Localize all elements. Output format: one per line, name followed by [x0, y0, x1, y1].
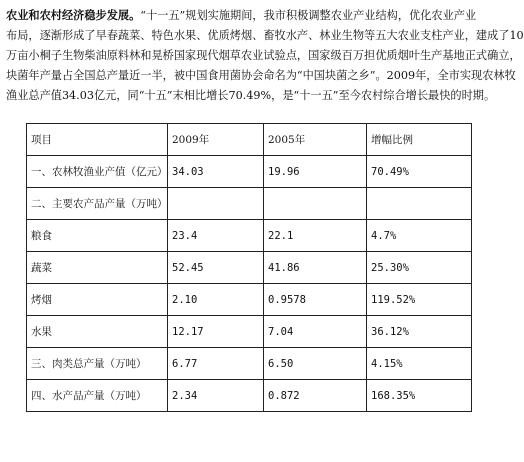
- row-label: 粮食: [27, 220, 168, 252]
- row-label: 蔬菜: [27, 252, 168, 284]
- cell-growth: 168.35%: [367, 380, 472, 412]
- cell-2005: 6.50: [264, 348, 367, 380]
- table-row: [27, 380, 472, 412]
- statistics-table: [26, 123, 472, 412]
- cell-2005: 0.872: [264, 380, 367, 412]
- cell-growth: 70.49%: [367, 156, 472, 188]
- cell-2009: 34.03: [168, 156, 264, 188]
- header-cell-growth: 增幅比例: [367, 124, 472, 156]
- cell-2005: 19.96: [264, 156, 367, 188]
- cell-growth: 25.30%: [367, 252, 472, 284]
- paragraph-line-3: 万亩小桐子生物柴油原料林和晃桥国家现代烟草农业试验点，国家级百万担优质烟叶生产基地正式确立，: [6, 49, 521, 62]
- cell-2009: 52.45: [168, 252, 264, 284]
- cell-2009: 23.4: [168, 220, 264, 252]
- paragraph-line-1: [6, 5, 477, 26]
- table-row: [27, 348, 472, 380]
- cell-growth: 36.12%: [367, 316, 472, 348]
- table-header-row: [27, 124, 472, 156]
- cell-growth: 4.15%: [367, 348, 472, 380]
- paragraph-line-5: 渔业总产值34.03亿元，同“十五”末相比增长70.49%，是“十一五”至今农村综合增长最快的时期。: [6, 89, 496, 102]
- cell-growth: [367, 188, 472, 220]
- header-cell-2005: 2005年: [264, 124, 367, 156]
- header-cell-item: 项目: [27, 124, 168, 156]
- cell-2005: 41.86: [264, 252, 367, 284]
- cell-2009: [168, 188, 264, 220]
- cell-2005: 7.04: [264, 316, 367, 348]
- cell-2009: 2.10: [168, 284, 264, 316]
- table-row: [27, 252, 472, 284]
- paragraph-line-1-text: “十一五”规划实施期间，我市积极调整农业产业结构，优化农业产业: [140, 9, 477, 22]
- header-cell-2009: 2009年: [168, 124, 264, 156]
- table-row: [27, 156, 472, 188]
- cell-2009: 12.17: [168, 316, 264, 348]
- cell-2005: 0.9578: [264, 284, 367, 316]
- row-label: 一、农林牧渔业产值（亿元）: [27, 156, 168, 188]
- cell-2005: 22.1: [264, 220, 367, 252]
- cell-growth: 4.7%: [367, 220, 472, 252]
- table-row: [27, 188, 472, 220]
- table-row: [27, 316, 472, 348]
- row-label: 四、水产品产量（万吨）: [27, 380, 168, 412]
- row-label: 二、主要农产品产量（万吨）: [27, 188, 168, 220]
- table-row: [27, 284, 472, 316]
- paragraph-line-2: 布局，逐渐形成了早春蔬菜、特色水果、优质烤烟、畜牧水产、林业生物等五大农业支柱产业，建成了10: [6, 29, 524, 42]
- row-label: 水果: [27, 316, 168, 348]
- cell-2009: 2.34: [168, 380, 264, 412]
- table-row: [27, 220, 472, 252]
- cell-growth: 119.52%: [367, 284, 472, 316]
- paragraph-line-4: 块菌年产量占全国总产量近一半，被中国食用菌协会命名为“中国块菌之乡”。2009年，全市实现农林牧: [6, 69, 516, 82]
- cell-2005: [264, 188, 367, 220]
- intro-paragraph: [6, 5, 524, 106]
- row-label: 三、肉类总产量（万吨）: [27, 348, 168, 380]
- paragraph-lead: 农业和农村经济稳步发展。: [6, 8, 141, 22]
- cell-2009: 6.77: [168, 348, 264, 380]
- row-label: 烤烟: [27, 284, 168, 316]
